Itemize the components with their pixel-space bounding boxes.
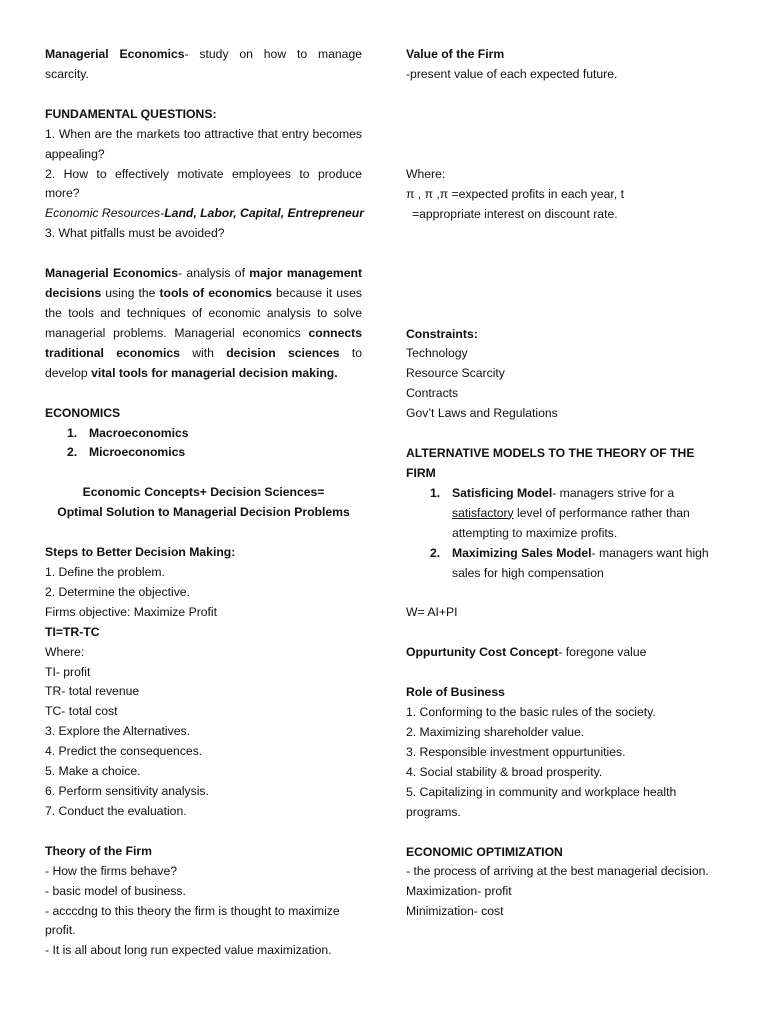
step-2: 2. Determine the objective. bbox=[45, 584, 190, 599]
alt-model-1 bbox=[430, 484, 726, 544]
resources-label: Economic Resources- bbox=[45, 206, 165, 221]
question-2: 2. How to effectively motivate employees to produce more? bbox=[45, 166, 362, 201]
intro-text: - study on how to manage scarcity. bbox=[45, 47, 362, 81]
constraints-heading: Constraints: bbox=[406, 326, 478, 341]
item-number: 1. bbox=[67, 425, 78, 440]
step-1: 1. Define the problem. bbox=[45, 565, 165, 580]
value-heading: Value of the Firm bbox=[406, 47, 505, 61]
theory-point-4: - It is all about long run expected value maximization. bbox=[45, 943, 332, 958]
step-3: 3. Explore the Alternatives. bbox=[45, 724, 190, 739]
fundamental-questions-heading: FUNDAMENTAL QUESTIONS: bbox=[45, 106, 217, 121]
economics-item bbox=[67, 443, 362, 463]
alt-model-text: level of performance rather than attempting to maximize profits. bbox=[452, 505, 690, 540]
role-item: 5. Capitalizing in community and workplace health programs. bbox=[406, 784, 677, 819]
step-4: 4. Predict the consequences. bbox=[45, 744, 203, 759]
ti-definition: TI- profit bbox=[45, 664, 91, 679]
me-def-bold: vital tools for managerial decision making. bbox=[91, 365, 338, 380]
managerial-economics-definition bbox=[45, 264, 362, 383]
firms-objective: Firms objective: Maximize Profit bbox=[45, 604, 218, 619]
opportunity-term: Oppurtunity Cost Concept bbox=[406, 645, 559, 660]
alt-model-term: Maximizing Sales Model bbox=[452, 545, 592, 560]
me-def-text: because it uses the tools and techniques of economic analysis to solve managerial problems. Managerial economics bbox=[45, 286, 362, 340]
item-number: 2. bbox=[430, 545, 441, 560]
step-5: 5. Make a choice. bbox=[45, 764, 141, 779]
tr-definition: TR- total revenue bbox=[45, 684, 140, 699]
rate-line: =appropriate interest on discount rate. bbox=[412, 206, 618, 221]
formula-line-1: Economic Concepts+ Decision Sciences= bbox=[82, 485, 325, 500]
constraint-item: Technology bbox=[406, 346, 468, 361]
theory-point-1: - How the firms behave? bbox=[45, 863, 178, 878]
item-text: Microeconomics bbox=[89, 445, 186, 460]
ti-formula: TI=TR-TC bbox=[45, 624, 100, 639]
pi-line: π , π ,π =expected profits in each year, t bbox=[406, 186, 624, 201]
item-number: 1. bbox=[430, 485, 441, 500]
me-def-term: Managerial Economics bbox=[45, 266, 179, 281]
role-item: 3. Responsible investment oppurtunities. bbox=[406, 744, 626, 759]
question-3: 3. What pitfalls must be avoided? bbox=[45, 226, 225, 241]
w-formula: W= AI+PI bbox=[406, 605, 458, 620]
theory-point-2: - basic model of business. bbox=[45, 883, 186, 898]
alt-model-term: Satisficing Model bbox=[452, 485, 553, 500]
resources-list: Land, Labor, Capital, Entrepreneur bbox=[164, 206, 364, 221]
question-1: 1. When are the markets too attractive that entry becomes appealing? bbox=[45, 126, 362, 161]
me-def-text: to develop bbox=[45, 345, 362, 380]
me-def-text: using the bbox=[101, 286, 160, 301]
item-number: 2. bbox=[67, 445, 78, 460]
role-item: 4. Social stability & broad prosperity. bbox=[406, 764, 603, 779]
right-column bbox=[406, 45, 726, 922]
theory-point-3: - acccdng to this theory the firm is thought to maximize profit. bbox=[45, 903, 340, 938]
tc-definition: TC- total cost bbox=[45, 704, 118, 719]
value-text: -present value of each expected future. bbox=[406, 66, 618, 81]
alt-models-heading: ALTERNATIVE MODELS TO THE THEORY OF THE FIRM bbox=[406, 446, 695, 480]
economics-heading: ECONOMICS bbox=[45, 405, 121, 420]
role-item: 1. Conforming to the basic rules of the society. bbox=[406, 705, 656, 720]
me-def-bold: connects traditional economics bbox=[45, 325, 362, 360]
where-label: Where: bbox=[45, 644, 85, 659]
step-6: 6. Perform sensitivity analysis. bbox=[45, 784, 209, 798]
constraint-item: Gov’t Laws and Regulations bbox=[406, 406, 558, 421]
opportunity-cost bbox=[406, 643, 726, 663]
intro-term: Managerial Economics bbox=[45, 47, 185, 61]
opportunity-text: - foregone value bbox=[558, 645, 647, 660]
me-def-text: with bbox=[179, 345, 227, 360]
item-text: Macroeconomics bbox=[89, 425, 189, 440]
me-def-bold: tools of economics bbox=[159, 286, 272, 301]
role-item: 2. Maximizing shareholder value. bbox=[406, 725, 585, 740]
me-def-bold: decision sciences bbox=[226, 345, 340, 360]
optimization-text: - the process of arriving at the best managerial decision. bbox=[406, 864, 709, 879]
intro-definition bbox=[45, 45, 362, 85]
economics-item bbox=[67, 424, 362, 444]
alt-model-underlined: satisfactory bbox=[452, 505, 514, 520]
alt-model-text: - managers strive for a bbox=[552, 485, 675, 500]
alt-model-2 bbox=[430, 544, 726, 584]
step-7: 7. Conduct the evaluation. bbox=[45, 803, 187, 818]
constraint-item: Contracts bbox=[406, 386, 459, 401]
formula-line-2: Optimal Solution to Managerial Decision Problems bbox=[57, 505, 350, 520]
left-column bbox=[45, 45, 362, 961]
maximization-line: Maximization- profit bbox=[406, 884, 512, 899]
me-def-text: - analysis of bbox=[178, 266, 250, 281]
constraint-item: Resource Scarcity bbox=[406, 366, 505, 381]
me-def-bold: major management decisions bbox=[45, 266, 362, 301]
minimization-line: Minimization- cost bbox=[406, 904, 504, 919]
economic-resources bbox=[45, 204, 362, 224]
where-label: Where: bbox=[406, 166, 446, 181]
alt-model-text: - managers want high sales for high compensation bbox=[452, 545, 709, 580]
optimization-heading: ECONOMIC OPTIMIZATION bbox=[406, 844, 563, 859]
role-heading: Role of Business bbox=[406, 685, 505, 700]
theory-heading: Theory of the Firm bbox=[45, 843, 152, 858]
steps-heading: Steps to Better Decision Making: bbox=[45, 545, 236, 560]
